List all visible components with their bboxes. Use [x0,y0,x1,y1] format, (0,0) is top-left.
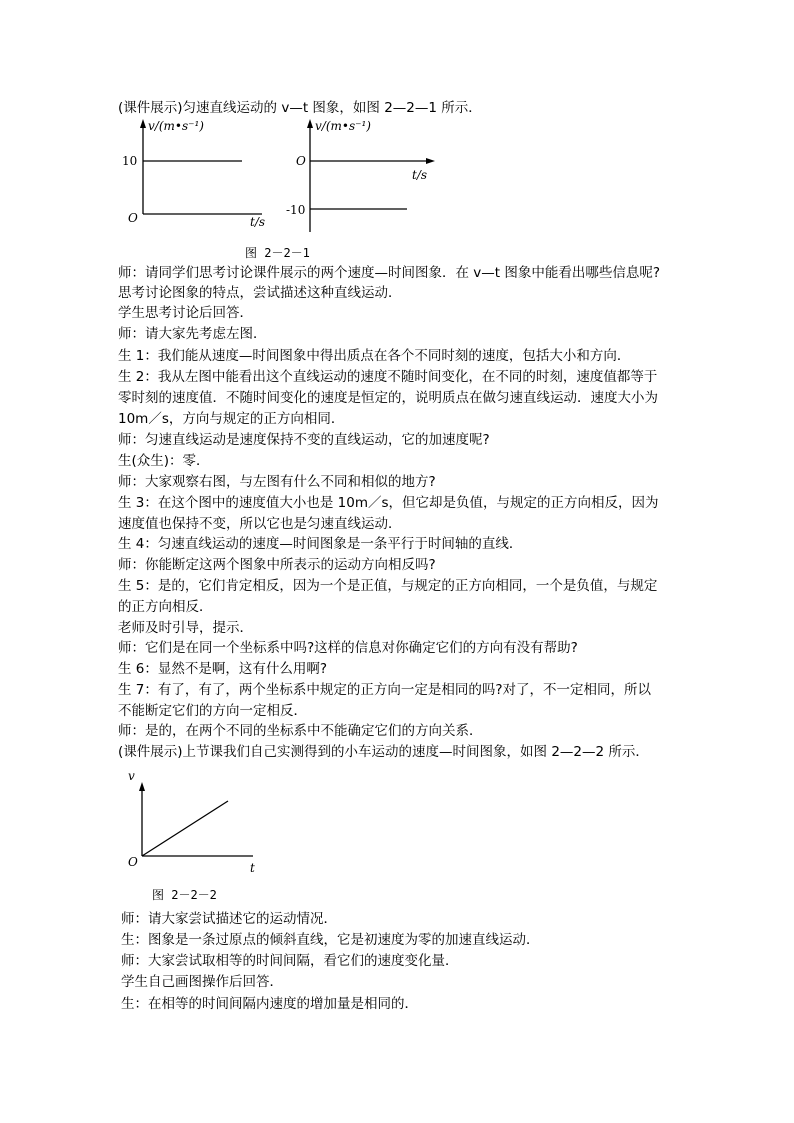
text-line: 师：你能断定这两个图象中所表示的运动方向相反吗? [118,557,436,573]
right-y-tick: -10 [286,203,306,217]
text-line: 师：请大家尝试描述它的运动情况． [121,911,337,927]
text-line: 不能断定它们的方向一定相反． [118,703,307,719]
fig2-x-label: t [250,861,255,875]
left-y-tick: 10 [122,154,138,168]
text-line: 师：匀速直线运动是速度保持不变的直线运动，它的加速度呢? [118,432,490,448]
figure-caption-1: 图 2－2－1 [245,246,310,260]
text-line: 10m／s，方向与规定的正方向相同． [118,411,345,427]
text-line: 学生思考讨论后回答． [118,305,253,321]
text-line: 老师及时引导，提示． [118,620,253,636]
text-line: 速度值也保持不变，所以它也是匀速直线运动． [118,516,402,532]
text-line: 生 2：我从左图中能看出这个直线运动的速度不随时间变化，在不同的时刻，速度值都等于 [118,369,658,385]
left-origin: O [128,211,138,225]
text-line: 零时刻的速度值．不随时间变化的速度是恒定的，说明质点在做匀速直线运动．速度大小为 [118,390,658,406]
text-line: 生 4：匀速直线运动的速度—时间图象是一条平行于时间轴的直线． [118,536,523,552]
text-line: 生(众生)：零． [118,453,210,469]
text-line: 生 6：显然不是啊，这有什么用啊? [118,661,328,677]
right-x-label: t/s [412,168,428,182]
text-line: 学生自己画图操作后回答． [121,974,283,990]
text-line: 师：大家尝试取相等的时间间隔，看它们的速度变化量． [121,953,459,969]
text-line: 生 7：有了，有了，两个坐标系中规定的正方向一定是相同的吗?对了，不一定相同，所以 [118,682,652,698]
text-line: 的正方向相反． [118,599,213,615]
text-line: 师：大家观察右图，与左图有什么不同和相似的地方? [118,474,436,490]
text-line: 师：请同学们思考讨论课件展示的两个速度—时间图象．在 v—t 图象中能看出哪些信息呢? [118,265,661,281]
intro-line: (课件展示)匀速直线运动的 v—t 图象，如图 2—2—1 所示． [118,100,482,116]
left-y-label: v/(m•s⁻¹) [148,119,204,133]
accel-vt-graph [128,769,255,875]
text-line: 思考讨论图象的特点，尝试描述这种直线运动． [118,285,402,301]
text-line: 生 3：在这个图中的速度值大小也是 10m／s，但它却是负值，与规定的正方向相反，因为 [118,495,659,511]
text-line: 生：在相等的时间间隔内速度的增加量是相同的． [121,996,418,1012]
text-line: (课件展示)上节课我们自己实测得到的小车运动的速度—时间图象，如图 2—2—2 所示． [118,744,649,760]
text-line: 师：是的，在两个不同的坐标系中不能确定它们的方向关系． [118,723,483,739]
text-line: 生 5：是的，它们肯定相反，因为一个是正值，与规定的正方向相同，一个是负值，与规定 [118,578,658,594]
fig2-origin: O [128,855,138,869]
right-origin: O [296,154,306,168]
left-x-label: t/s [250,215,266,229]
fig2-y-label: v [128,769,135,783]
text-line: 生 1：我们能从速度—时间图象中得出质点在各个不同时刻的速度，包括大小和方向． [118,348,631,364]
text-line: 师：请大家先考虑左图． [118,326,267,342]
text-line: 生：图象是一条过原点的倾斜直线，它是初速度为零的加速直线运动． [121,932,540,948]
figure-caption-2: 图 2－2－2 [152,888,217,902]
right-y-label: v/(m•s⁻¹) [315,119,371,133]
fig2-velocity-line [142,801,228,856]
fig2-y-arrow [139,782,145,791]
text-line: 师：它们是在同一个坐标系中吗?这样的信息对你确定它们的方向有没有帮助? [118,640,578,656]
